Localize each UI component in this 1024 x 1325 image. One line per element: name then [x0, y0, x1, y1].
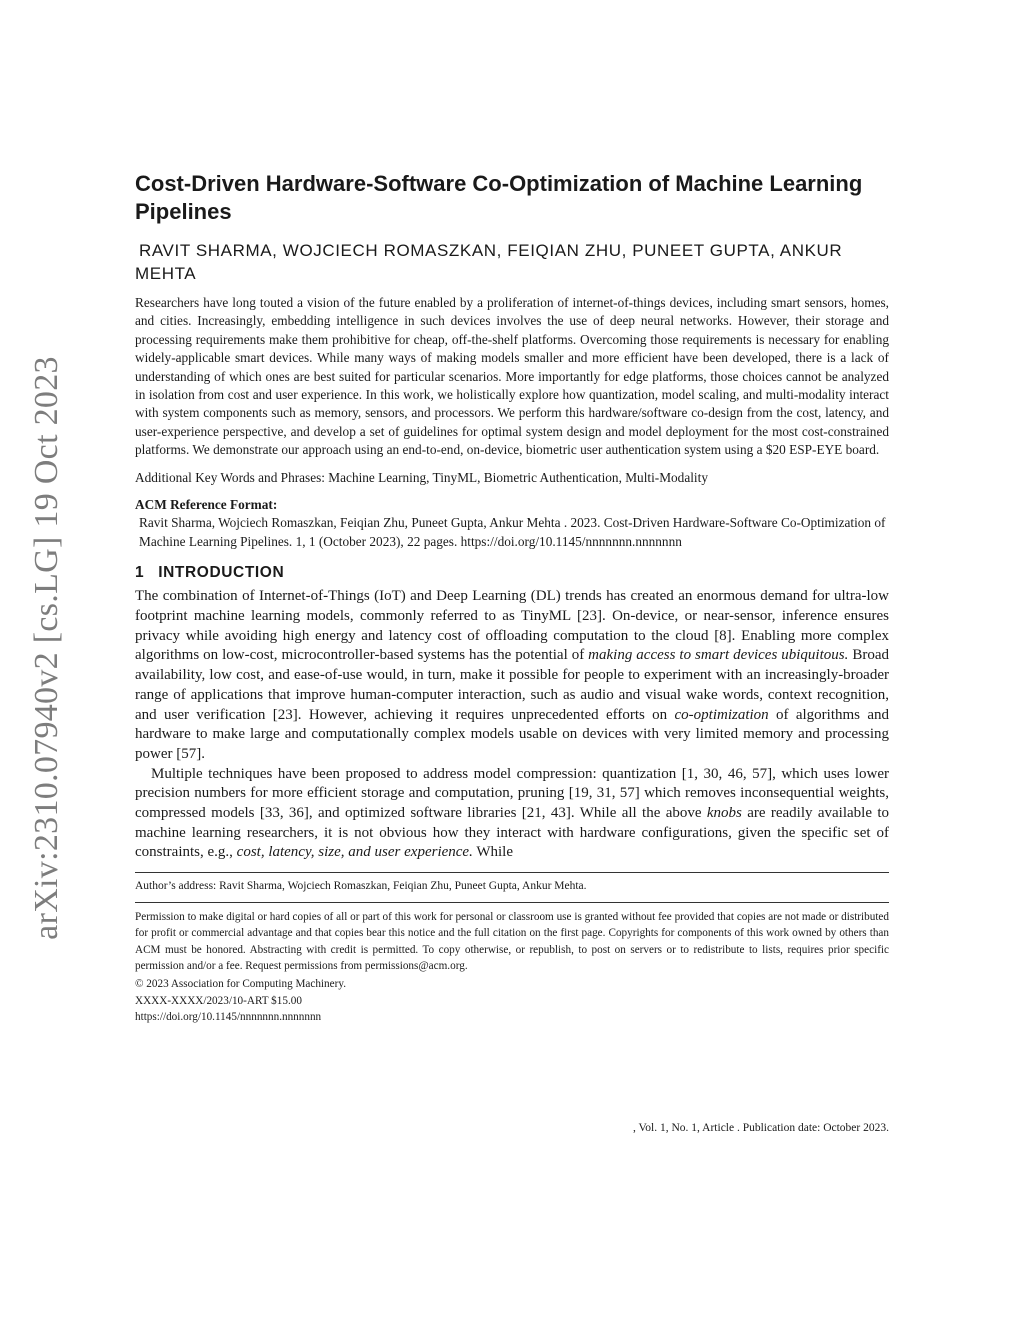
page-footer: , Vol. 1, No. 1, Article . Publication date: October 2023.: [632, 1122, 889, 1134]
emphasis: making access to smart devices ubiquitous.: [588, 647, 849, 664]
text-run: Broad availability, low cost, and ease-of-use would, in turn, make it possible for people to experiment with an increasingly-broader range of applications that improve human-computer interaction, such as audio and visual wake words, context recognition, and user verification [23]. However, achieving it requires unprecedented efforts on: [135, 647, 889, 723]
authors-address: Author’s address: Ravit Sharma, Wojciech Romaszkan, Feiqian Zhu, Puneet Gupta, Ankur Mehta.: [135, 880, 587, 893]
abstract: Researchers have long touted a vision of the future enabled by a proliferation of internet-of-things devices, including smart sensors, homes, and cities. Increasingly, embedding intelligence in such devices involves the use of deep neural networks. However, their storage and processing requirements make them prohibitive for cheap, off-the-shelf platforms. Overcoming those requirements is necessary for enabling widely-applicable smart devices. While many ways of making models smaller and more efficient have been developed, there is a lack of understanding of which ones are best suited for particular scenarios. More importantly for edge platforms, those choices cannot be analyzed in isolation from cost and user experience. In this work, we holistically explore how quantization, model scaling, and multi-modality interact with system components such as memory, sensors, and processors. We perform this hardware/software co-design from the cost, latency, and user-experience perspective, and develop a set of guidelines for optimal system design and model deployment for the most cost-constrained platforms. We demonstrate our approach using an end-to-end, on-device, biometric user authentication system using a $20 ESP-EYE board.: [135, 295, 889, 458]
permission-divider: [135, 902, 889, 903]
emphasis: cost, latency, size, and user experience.: [236, 844, 473, 861]
permission-notice: Permission to make digital or hard copies of all or part of this work for personal or classroom use is granted without fee provided that copies are not made or distributed for profit or commercial advantage and that copies bear this notice and the full citation on the first page. Copyrights for components of this work owned by others than ACM must be honored. Abstracting with credit is permitted. To copy otherwise, or republish, to post on servers or to redistribute to lists, requires prior specific permission and/or a fee. Request permissions from permissions@acm.org.: [135, 911, 889, 973]
intro-paragraph-1: [135, 587, 889, 764]
emphasis: co-optimization: [674, 706, 769, 723]
arxiv-sidebar: [30, 355, 64, 940]
text-run: of algorithms and hardware to make large and computationally complex models usable on devices with very limited memory and processing power [57].: [135, 706, 889, 762]
keywords: Additional Key Words and Phrases: Machine Learning, TinyML, Biometric Authentication, Multi-Modality: [135, 469, 708, 485]
acm-reference-text: Ravit Sharma, Wojciech Romaszkan, Feiqian Zhu, Puneet Gupta, Ankur Mehta . 2023. Cost-Driven Hardware-Software Co-Optimization of Machine Learning Pipelines. 1, 1 (October 2023), 22 pages. https://doi.org/10.1145/nnnnnnn.nnnnnnn: [139, 515, 886, 549]
text-run: Multiple techniques have been proposed to address model compression: quantization [1, 30, 46, 57], which uses lower precision numbers for more efficient storage and computation, pruning [19, 31, 57] which removes inconsequential weights, compressed models [33, 36], and optimized software libraries [21, 43]. While all the above: [135, 765, 889, 822]
copyright-line: © 2023 Association for Computing Machinery.: [135, 978, 346, 991]
acm-reference-heading: ACM Reference Format:: [135, 497, 278, 513]
section-title: INTRODUCTION: [158, 564, 285, 582]
intro-paragraph-2: [135, 765, 889, 864]
page-content: [135, 170, 889, 1025]
author-list: RAVIT SHARMA, WOJCIECH ROMASZKAN, FEIQIAN ZHU, PUNEET GUPTA, ANKUR MEHTA: [135, 241, 843, 283]
footnote-divider: [135, 872, 889, 873]
section-number: 1: [135, 564, 145, 582]
emphasis: knobs: [706, 805, 742, 822]
price-line: XXXX-XXXX/2023/10-ART $15.00: [135, 994, 302, 1007]
text-run: The combination of Internet-of-Things (IoT) and Deep Learning (DL) trends has created an enormous demand for ultra-low footprint machine learning models, commonly referred to as TinyML [23]. On-device, or near-sensor, inference ensures privacy while avoiding high energy and latency cost of offloading computation to the cloud [8]. Enabling more complex algorithms on low-cost, microcontroller-based systems has the potential of: [135, 588, 889, 664]
doi-line: https://doi.org/10.1145/nnnnnnn.nnnnnnn: [135, 1010, 322, 1023]
text-run: While: [472, 844, 513, 861]
text-run: are readily available to machine learning researchers, it is not obvious how they interact with hardware configurations, given the specific set of constraints, e.g.,: [135, 805, 889, 861]
arxiv-identifier: arXiv:2310.07940v2 [cs.LG] 19 Oct 2023: [28, 355, 66, 940]
paper-title: Cost-Driven Hardware-Software Co-Optimization of Machine Learning Pipelines: [135, 171, 863, 224]
section-heading-introduction: [135, 563, 889, 583]
